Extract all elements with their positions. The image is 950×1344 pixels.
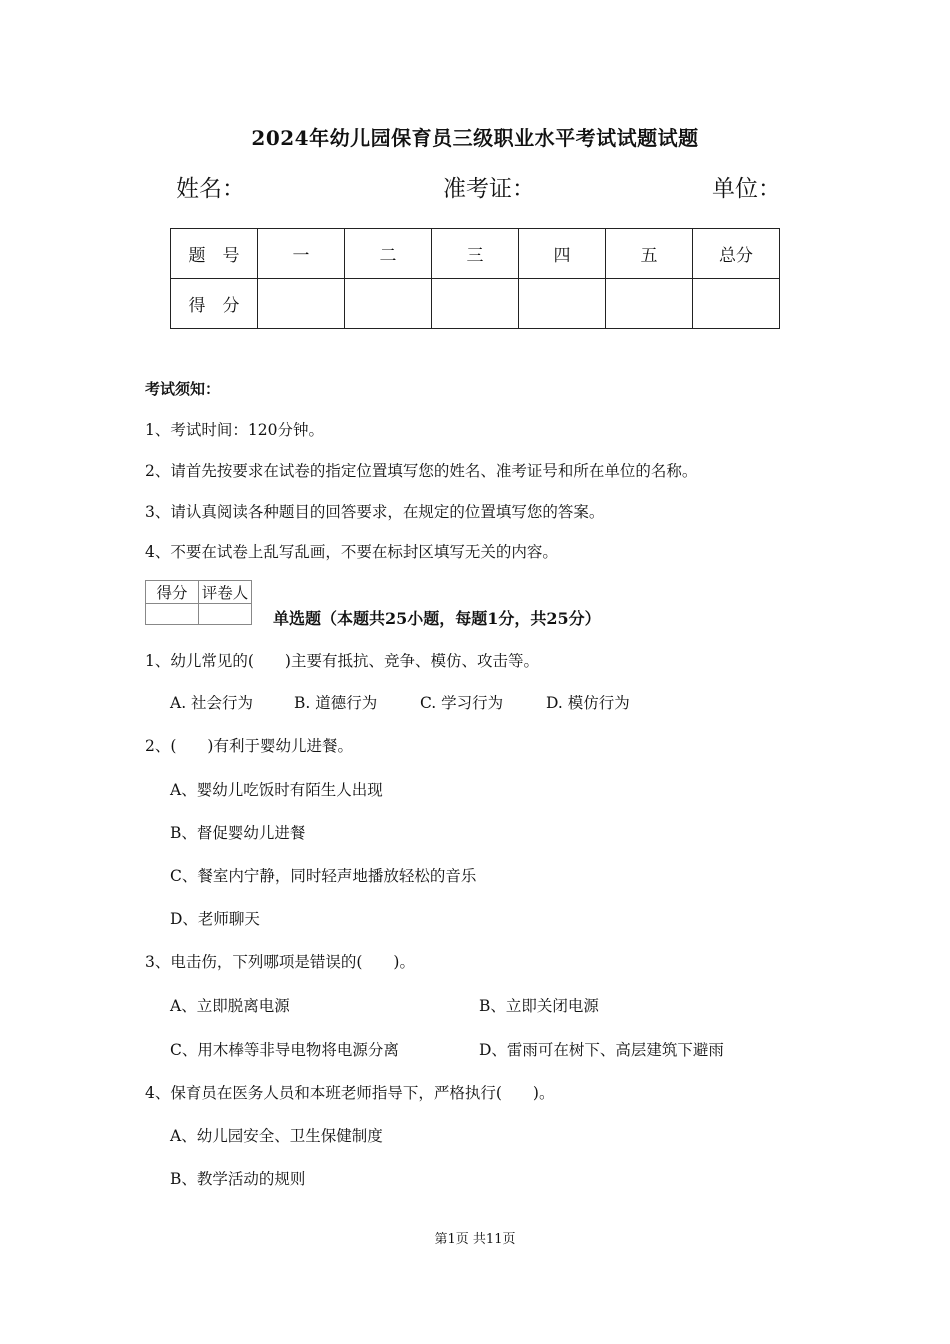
page-footer: 第1页 共11页 [434,1232,516,1247]
score-table [170,228,780,329]
grader-score-cell[interactable] [146,604,199,625]
name-label: 姓名： [176,176,245,202]
score-table-header-cell: 一 [258,229,345,279]
score-table-header-cell: 五 [606,229,693,279]
grader-name-cell[interactable] [199,604,252,625]
score-cell[interactable] [693,279,780,329]
section-title: 单选题（本题共25小题，每题1分，共25分） [273,609,601,628]
grader-score-label: 得分 [146,581,199,604]
exam-id-label: 准考证： [443,176,535,202]
notice-item: 1、考试时间：120分钟。 [145,421,324,439]
question-option: A、立即脱离电源 [170,997,290,1015]
question-stem: 4、保育员在医务人员和本班老师指导下，严格执行( )。 [145,1084,555,1102]
score-table-score-row [171,279,780,329]
question-stem: 1、幼儿常见的( )主要有抵抗、竞争、模仿、攻击等。 [145,652,539,670]
question-option: C、餐室内宁静，同时轻声地播放轻松的音乐 [170,867,477,885]
question-option: D. 模仿行为 [546,694,630,712]
notice-item: 4、不要在试卷上乱写乱画，不要在标封区填写无关的内容。 [145,543,558,561]
unit-label: 单位： [712,176,781,202]
question-option: C. 学习行为 [420,694,504,712]
question-option: B、督促婴幼儿进餐 [170,824,306,842]
score-table-header-cell: 二 [345,229,432,279]
notice-item: 2、请首先按要求在试卷的指定位置填写您的姓名、准考证号和所在单位的名称。 [145,462,698,480]
question-option: A. 社会行为 [170,694,254,712]
grader-label: 评卷人 [199,581,252,604]
question-option: C、用木棒等非导电物将电源分离 [170,1041,399,1059]
question-stem: 2、( )有利于婴幼儿进餐。 [145,737,353,755]
notice-item: 3、请认真阅读各种题目的回答要求，在规定的位置填写您的答案。 [145,503,605,521]
question-option: A、婴幼儿吃饭时有陌生人出现 [170,781,383,799]
question-option: B、教学活动的规则 [170,1170,306,1188]
question-option: A、幼儿园安全、卫生保健制度 [170,1127,383,1145]
score-cell[interactable] [606,279,693,329]
notice-title: 考试须知： [145,380,221,398]
score-cell[interactable] [258,279,345,329]
question-option: B、立即关闭电源 [479,997,599,1015]
score-cell[interactable] [345,279,432,329]
score-table-header-cell: 总分 [693,229,780,279]
score-cell[interactable] [519,279,606,329]
exam-title: 2024年幼儿园保育员三级职业水平考试试题试题 [251,126,699,150]
question-option: D、雷雨可在树下、高层建筑下避雨 [479,1041,724,1059]
grader-box [145,580,252,625]
score-table-header-cell: 四 [519,229,606,279]
score-table-header-cell: 三 [432,229,519,279]
score-cell[interactable] [432,279,519,329]
question-stem: 3、电击伤，下列哪项是错误的( )。 [145,953,415,971]
score-table-header-row [171,229,780,279]
question-option: B. 道德行为 [294,694,378,712]
score-table-header-cell: 题 号 [171,229,258,279]
score-row-label: 得 分 [171,279,258,329]
question-option: D、老师聊天 [170,910,260,928]
